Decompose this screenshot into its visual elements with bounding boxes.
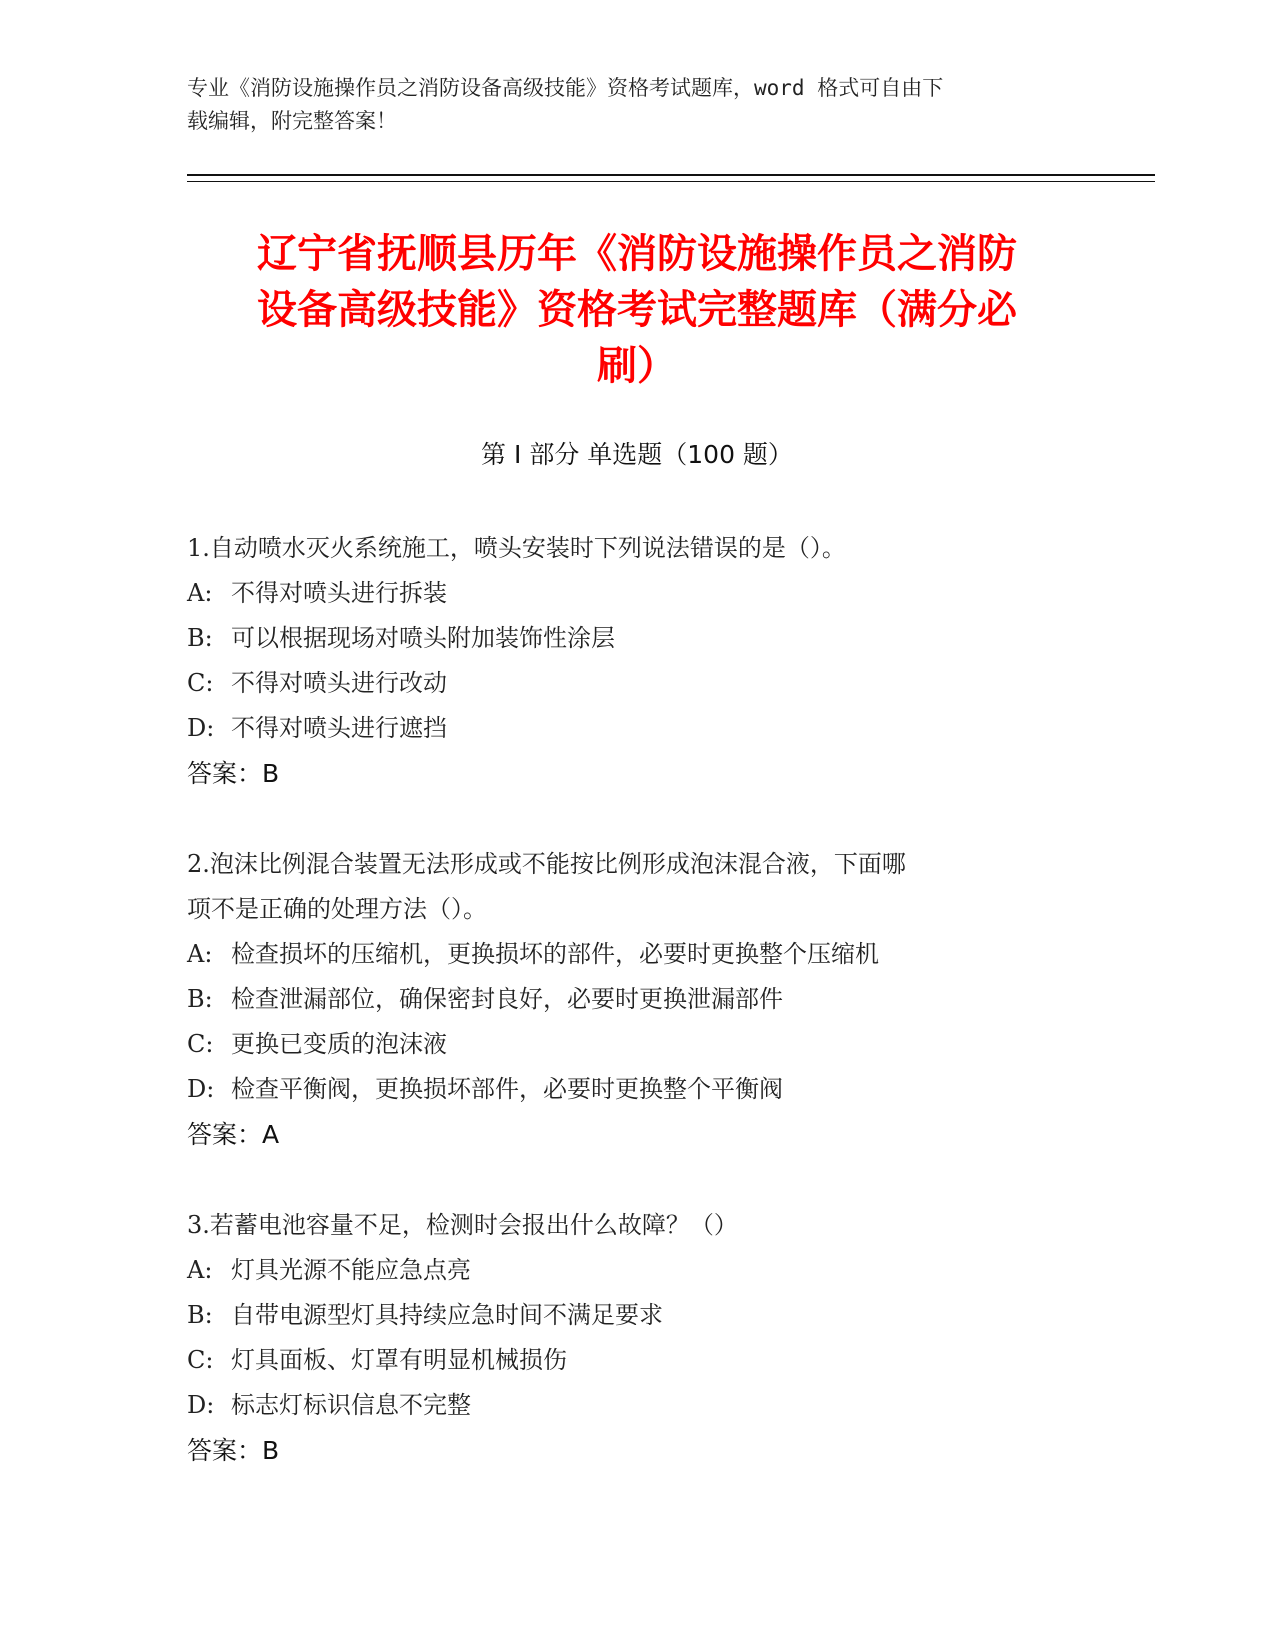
option-key: C:	[187, 669, 214, 697]
option-key: D:	[187, 1391, 215, 1419]
question-stem-line-2: 项不是正确的处理方法（）。	[187, 895, 487, 923]
answer: 答案：B	[187, 1436, 280, 1465]
option-c	[187, 1022, 1067, 1067]
title-line-1: 辽宁省抚顺县历年《消防设施操作员之消防	[257, 231, 1017, 277]
question-stem: 3.若蓄电池容量不足，检测时会报出什么故障？（）	[187, 1211, 738, 1239]
option-key: A:	[187, 940, 213, 968]
question-2	[187, 842, 1067, 1157]
option-c	[187, 661, 1067, 706]
option-d	[187, 706, 1067, 751]
option-d	[187, 1067, 1067, 1112]
option-key: B:	[187, 1301, 213, 1329]
document-title	[187, 226, 1087, 394]
option-text: 灯具光源不能应急点亮	[231, 1256, 471, 1284]
option-key: B:	[187, 624, 213, 652]
header-divider-thick	[187, 174, 1155, 176]
option-key: A:	[187, 1256, 213, 1284]
option-a	[187, 1248, 1067, 1293]
question-1	[187, 526, 1067, 796]
option-key: C:	[187, 1030, 214, 1058]
option-a	[187, 571, 1067, 616]
title-line-2: 设备高级技能》资格考试完整题库（满分必	[257, 287, 1017, 333]
option-text: 不得对喷头进行遮挡	[231, 714, 447, 742]
option-key: D:	[187, 1075, 215, 1103]
option-key: A:	[187, 579, 213, 607]
answer: 答案：B	[187, 759, 280, 788]
option-b	[187, 977, 1067, 1022]
header-divider-thin	[187, 181, 1155, 182]
option-text: 检查泄漏部位，确保密封良好，必要时更换泄漏部件	[231, 985, 783, 1013]
option-key: C:	[187, 1346, 214, 1374]
option-c	[187, 1338, 1067, 1383]
option-text: 不得对喷头进行拆装	[231, 579, 447, 607]
option-text: 检查损坏的压缩机，更换损坏的部件，必要时更换整个压缩机	[231, 940, 879, 968]
option-a	[187, 932, 1067, 977]
intro-line-1: 专业《消防设施操作员之消防设备高级技能》资格考试题库，word 格式可自由下	[187, 76, 944, 100]
option-d	[187, 1383, 1067, 1428]
option-text: 自带电源型灯具持续应急时间不满足要求	[231, 1301, 663, 1329]
answer: 答案：A	[187, 1120, 280, 1149]
option-key: D:	[187, 714, 215, 742]
option-text: 灯具面板、灯罩有明显机械损伤	[231, 1346, 567, 1374]
option-text: 标志灯标识信息不完整	[231, 1391, 471, 1419]
title-line-3: 刷）	[597, 343, 677, 389]
intro-line-2: 载编辑，附完整答案！	[187, 109, 397, 133]
question-stem-line-1: 2.泡沫比例混合装置无法形成或不能按比例形成泡沫混合液，下面哪	[187, 850, 906, 878]
option-b	[187, 1293, 1067, 1338]
option-text: 可以根据现场对喷头附加装饰性涂层	[231, 624, 615, 652]
question-stem: 1.自动喷水灭火系统施工，喷头安装时下列说法错误的是（）。	[187, 534, 846, 562]
option-text: 更换已变质的泡沫液	[231, 1030, 447, 1058]
option-b	[187, 616, 1067, 661]
section-heading: 第 I 部分 单选题（100 题）	[481, 440, 793, 469]
option-text: 不得对喷头进行改动	[231, 669, 447, 697]
option-text: 检查平衡阀，更换损坏部件，必要时更换整个平衡阀	[231, 1075, 783, 1103]
option-key: B:	[187, 985, 213, 1013]
intro-text	[187, 72, 1087, 138]
question-3	[187, 1203, 1067, 1473]
